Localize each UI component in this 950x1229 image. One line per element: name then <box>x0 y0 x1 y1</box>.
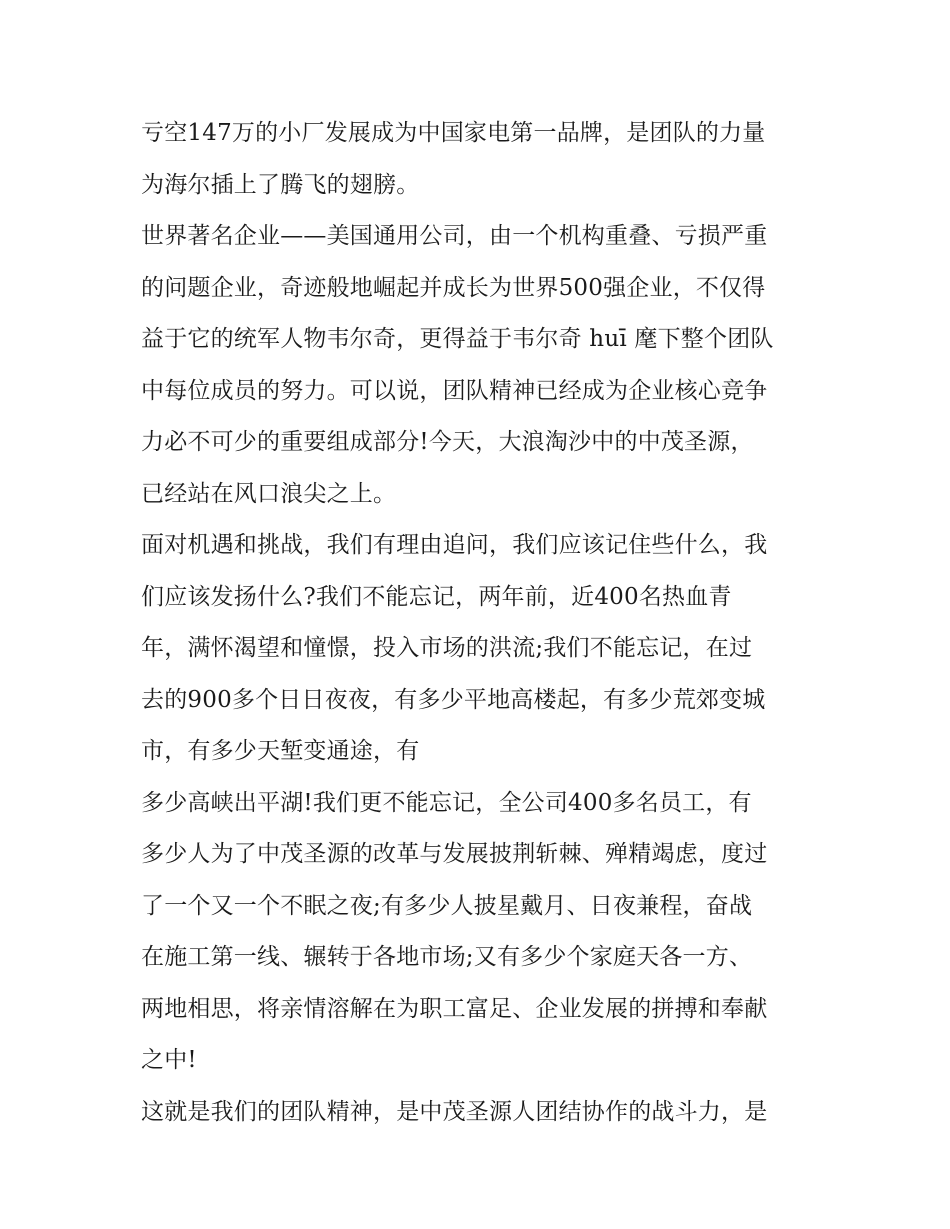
text-line: 力必不可少的重要组成部分!今天，大浪淘沙中的中茂圣源， <box>141 429 754 455</box>
text-line: 为海尔插上了腾飞的翅膀。 <box>141 171 420 198</box>
text-line: 们应该发扬什么?我们不能忘记，两年前，近400名热血青 <box>141 583 732 610</box>
text-line: 世界著名企业——美国通用公司，由一个机构重叠、亏损严重 <box>141 223 768 249</box>
text-line: 这就是我们的团队精神，是中茂圣源人团结协作的战斗力，是 <box>141 1098 768 1125</box>
text-line: 年，满怀渴望和憧憬，投入市场的洪流;我们不能忘记，在过 <box>141 635 753 661</box>
text-line: 面对机遇和挑战，我们有理由追问，我们应该记住些什么，我 <box>141 532 768 558</box>
text-line: 亏空147万的小厂发展成为中国家电第一品牌，是团队的力量 <box>141 120 766 146</box>
text-line: 多少人为了中茂圣源的改革与发展披荆斩棘、殚精竭虑，度过 <box>141 841 768 867</box>
text-line: 的问题企业，奇迹般地崛起并成长为世界500强企业，不仅得 <box>141 274 766 301</box>
text-line: 去的900多个日日夜夜，有多少平地高楼起，有多少荒郊变城 <box>141 686 766 713</box>
text-line: 益于它的统军人物韦尔奇，更得益于韦尔奇 huī 麾下整个团队 <box>141 326 774 352</box>
text-line: 之中! <box>141 1047 197 1073</box>
text-line: 两地相思，将亲情溶解在为职工富足、企业发展的拼搏和奉献 <box>141 995 768 1022</box>
text-line: 中每位成员的努力。可以说，团队精神已经成为企业核心竞争 <box>141 377 768 404</box>
text-line: 已经站在风口浪尖之上。 <box>141 480 397 507</box>
body-text <box>141 108 821 1138</box>
text-line: 多少高峡出平湖!我们更不能忘记，全公司400多名员工，有 <box>141 789 752 816</box>
text-line: 在施工第一线、辗转于各地市场;又有多少个家庭天各一方、 <box>141 944 753 970</box>
text-line: 了一个又一个不眠之夜;有多少人披星戴月、日夜兼程，奋战 <box>141 892 753 919</box>
text-line: 市，有多少天堑变通途，有 <box>141 738 420 764</box>
